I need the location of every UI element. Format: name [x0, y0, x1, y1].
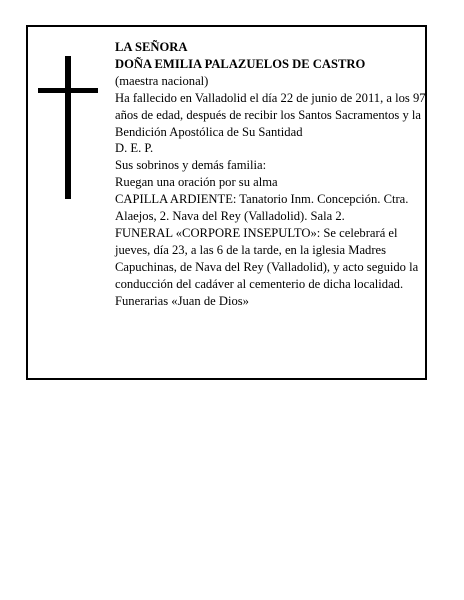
deceased-name: DOÑA EMILIA PALAZUELOS DE CASTRO	[115, 56, 366, 71]
deceased-profession: (maestra nacional)	[115, 73, 209, 88]
death-statement: Ha fallecido en Valladolid el día 22 de junio de 2011, a los 97 años de edad, después de recibir los Santos Sacramentos y la Bendición Apostólica de Su Santidad	[115, 90, 426, 139]
cross-vertical-bar	[65, 56, 71, 199]
prayer-request: Ruegan una oración por su alma	[115, 175, 278, 190]
funeral-info: FUNERAL «CORPORE INSEPULTO»: Se celebrará el jueves, día 23, a las 6 de la tarde, en la iglesia Madres Capuchinas, de Nava del Rey (Valladolid), y acto seguido la conducción del cadáver al cementerio de dicha localidad.	[115, 225, 419, 291]
notice-title: LA SEÑORA	[115, 40, 188, 54]
obituary-text	[115, 39, 427, 310]
cross-horizontal-bar	[38, 88, 98, 93]
obituary-notice	[26, 25, 427, 380]
funeral-home: Funerarias «Juan de Dios»	[115, 293, 249, 308]
latin-cross-icon	[38, 56, 98, 199]
family-line: Sus sobrinos y demás familia:	[115, 158, 267, 173]
chapel-info: CAPILLA ARDIENTE: Tanatorio Inm. Concepción. Ctra. Alaejos, 2. Nava del Rey (Valladolid). Sala 2.	[115, 192, 409, 224]
rip-text: D. E. P.	[115, 141, 154, 156]
